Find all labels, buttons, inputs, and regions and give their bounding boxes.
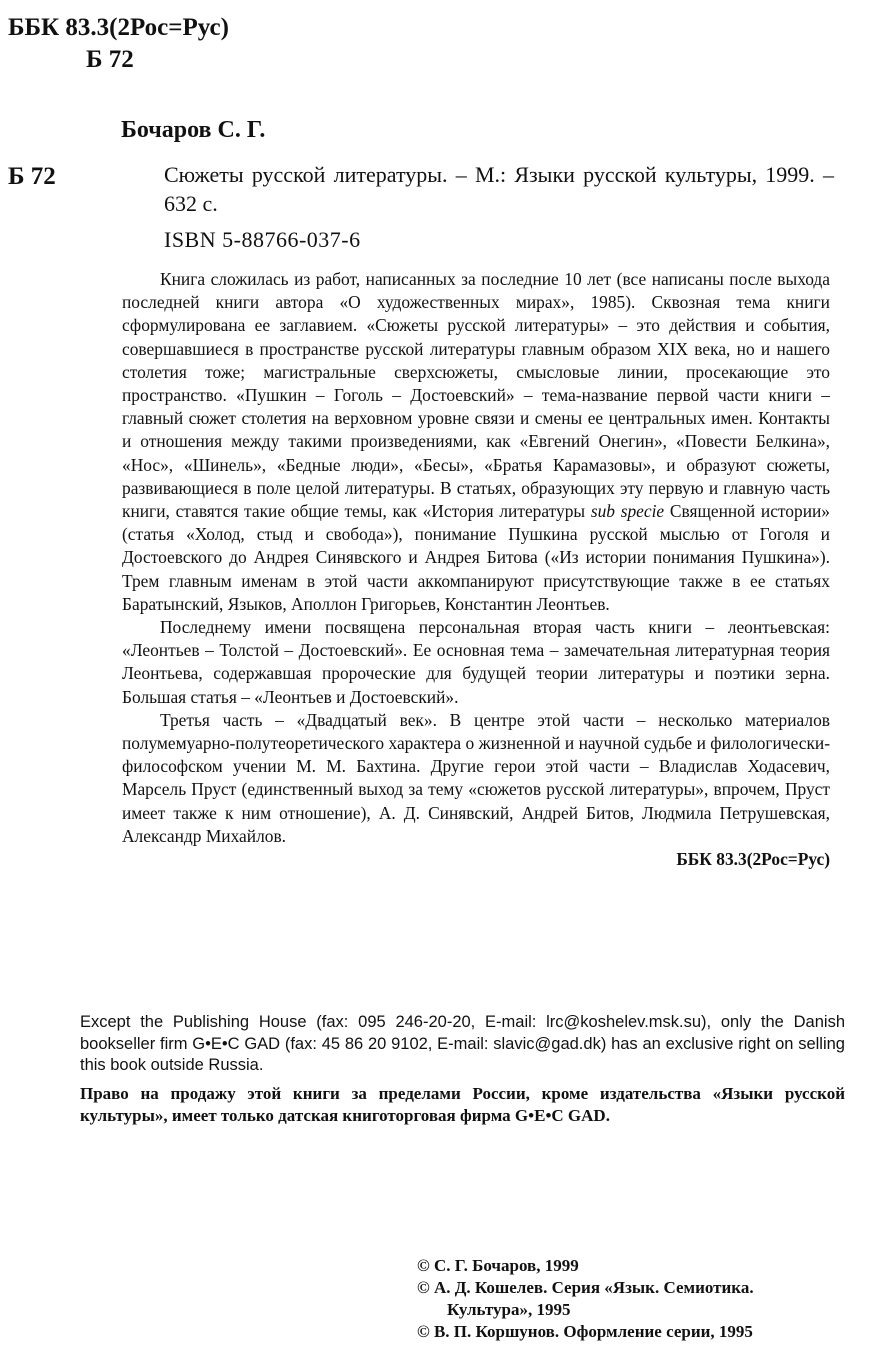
copyright-design: © В. П. Коршунов. Оформление серии, 1995 <box>417 1322 753 1341</box>
copyright-series: © А. Д. Кошелев. Серия «Язык. Семиотика. <box>417 1278 754 1297</box>
annotation-p1-part-a: Книга сложилась из работ, написанных за последние 10 лет (все написаны после выхода последней книги автора «О художественных мирах», 1985). Сквозная тема книги сформулирована ее заглавием. «Сюжеты русской литературы» – это действия и события, совершавшиеся в пространстве русской литературы главным образом XIX века, но и нашего столетия тоже; магистральные сверхсюжеты, смысловые линии, просекающие это пространство. «Пушкин – Гоголь – Достоевский» – тема-название первой части книги – главный сюжет столетия на верховном уровне связи и смены ее центральных имен. Контакты и отношения между такими произведениями, как «Евгений Онегин», «Повести Белкина», «Нос», «Шинель», «Бедные люди», «Бесы», «Братья Карамазовы», и образуют сюжеты, развивающиеся в поле целой литературы. В статьях, образующих эту первую и главную часть книги, ставятся такие общие темы, как «История литературы <box>122 269 830 522</box>
rights-russian: Право на продажу этой книги за пределами России, кроме издательства «Языки русской культуры», имеет только датская книготорговая фирма G•E•C GAD. <box>80 1084 845 1125</box>
annotation-p1-italic: sub specie <box>590 501 665 522</box>
annotation-paragraph-3: Третья часть – «Двадцатый век». В центре этой части – несколько материалов полумемуарно-полутеоретического характера о жизненной и научной судьбе и филологически-философском учении М. М. Бахтина. Другие герои этой части – Владислав Ходасевич, Марсель Пруст (единственный выход за тему «сюжетов русской литературы», впрочем, Пруст имеет также к ним отношение), А. Д. Синявский, Андрей Битов, Людмила Петрушевская, Александр Михайлов. <box>122 709 830 846</box>
annotation-paragraph-1 <box>122 268 830 616</box>
annotation-paragraph-2: Последнему имени посвящена персональная вторая часть книги – леонтьевская: «Леонтьев – Толстой – Достоевский». Ее основная тема – замечательная литературная теория Леонтьева, содержавшая пророческие для будущей теории литературы и поэтики зерна. Большая статья – «Леонтьев и Достоевский». <box>122 617 830 707</box>
rights-notice <box>80 1012 845 1133</box>
isbn: ISBN 5-88766-037-6 <box>164 227 361 252</box>
bibliographic-entry <box>164 160 834 218</box>
author-mark: Б 72 <box>8 163 56 190</box>
annotation <box>122 268 830 871</box>
bbk-index: ББК 83.3(2Рос=Рус) <box>8 14 229 41</box>
copyright-author: © С. Г. Бочаров, 1999 <box>417 1256 579 1275</box>
bbk-footer: ББК 83.3(2Рос=Рус) <box>676 849 830 870</box>
author-mark-header: Б 72 <box>86 46 134 73</box>
annotation-p1-part-b: Священной истории» (статья «Холод, стыд и свобода»), понимание Пушкина русской мыслью от Гоголя и Достоевского до Андрея Синявского и Андрея Битова («Из истории понимания Пушкина»). Трем главным именам в этой части аккомпанируют присутствующие также в ее статьях Баратынский, Языков, Аполлон Григорьев, Константин Леонтьев. <box>122 501 830 614</box>
bbk-header <box>8 12 229 76</box>
copyright-series-cont: Культура», 1995 <box>447 1300 571 1319</box>
copyright-block <box>417 1255 857 1343</box>
rights-english: Except the Publishing House (fax: 095 246-20-20, E-mail: lrc@koshelev.msk.su), only the Danish bookseller firm G•E•C GAD (fax: 45 86 20 9102, E-mail: slavic@gad.dk) has an exclusive right on selling this book outside Russia. <box>80 1013 845 1075</box>
author-name: Бочаров С. Г. <box>121 117 266 143</box>
title-description: Сюжеты русской литературы. – М.: Языки русской культуры, 1999. – 632 с. <box>164 162 834 216</box>
